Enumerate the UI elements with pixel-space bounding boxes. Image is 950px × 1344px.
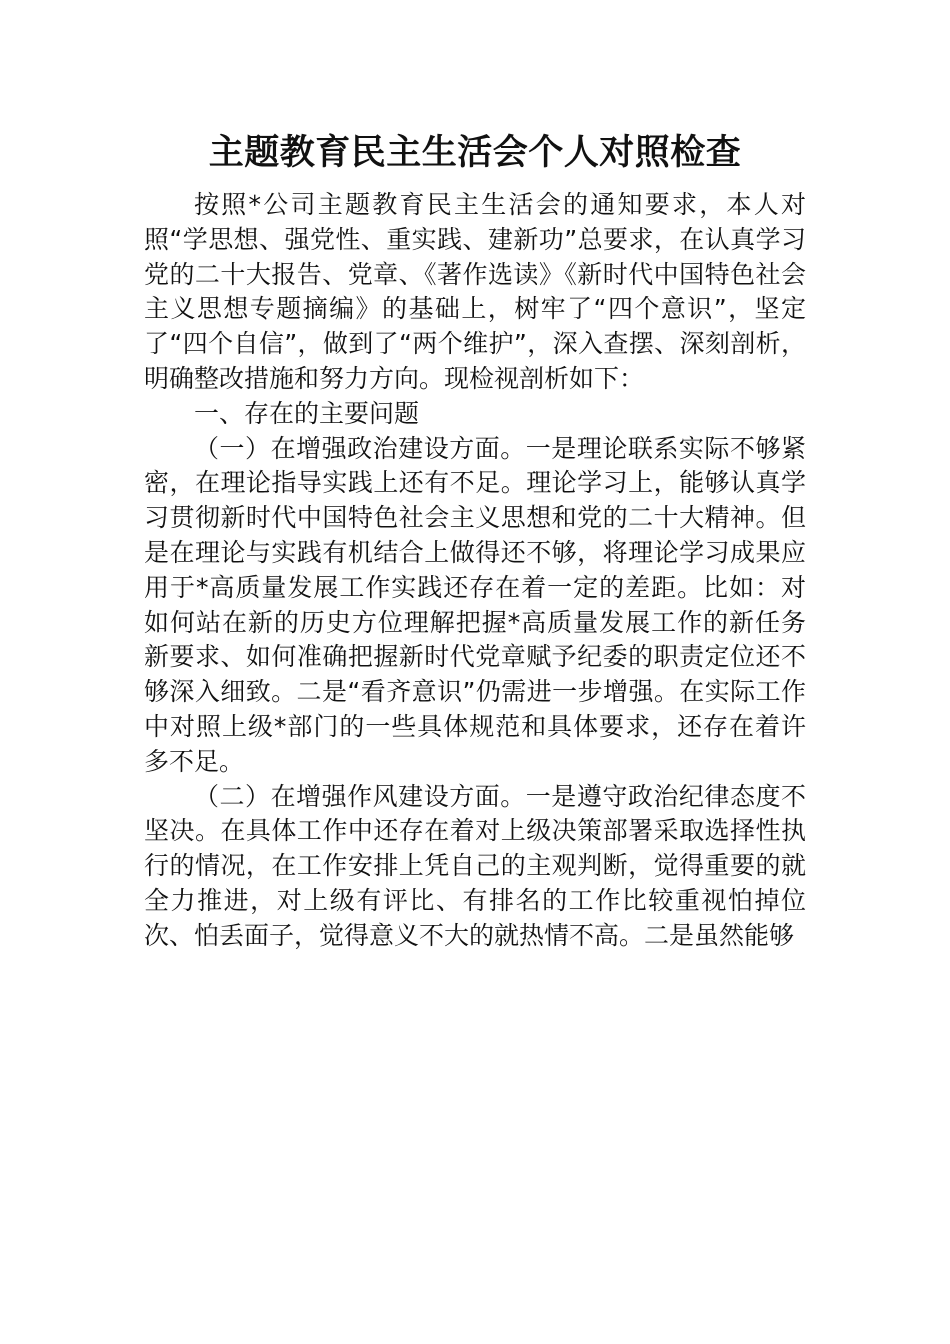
paragraph-political-construction: （一）在增强政治建设方面。一是理论联系实际不够紧密，在理论指导实践上还有不足。理论学习上，能够认真学习贯彻新时代中国特色社会主义思想和党的二十大精神。但是在理论与实践有机结合上做得还不够，将理论学习成果应用于*高质量发展工作实践还存在着一定的差距。比如：对如何站在新的历史方位理解把握*高质量发展工作的新任务新要求、如何准确把握新时代党章赋予纪委的职责定位还不够深入细致。二是“看齐意识”仍需进一步增强。在实际工作中对照上级*部门的一些具体规范和具体要求，还存在着许多不足。 bbox=[144, 433, 806, 776]
document-body bbox=[144, 128, 806, 954]
document-title: 主题教育民主生活会个人对照检查 bbox=[208, 133, 742, 173]
paragraph-style-construction: （二）在增强作风建设方面。一是遵守政治纪律态度不坚决。在具体工作中还存在着对上级决策部署采取选择性执行的情况，在工作安排上凭自己的主观判断，觉得重要的就全力推进，对上级有评比、有排名的工作比较重视怕掉位次、怕丢面子，觉得意义不大的就热情不高。二是虽然能够 bbox=[144, 781, 806, 950]
section-heading-problems: 一、存在的主要问题 bbox=[194, 398, 420, 428]
intro-paragraph: 按照*公司主题教育民主生活会的通知要求，本人对照“学思想、强党性、重实践、建新功”总要求，在认真学习党的二十大报告、党章、《著作选读》《新时代中国特色社会主义思想专题摘编》的基础上，树牢了“四个意识”，坚定了“四个自信”，做到了“两个维护”，深入查摆、深刻剖析，明确整改措施和努力方向。现检视剖析如下： bbox=[144, 190, 806, 393]
